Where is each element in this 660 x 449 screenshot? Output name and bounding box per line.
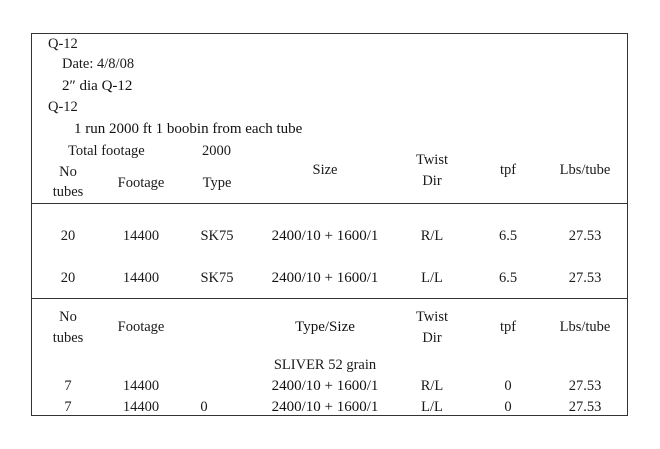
t2-r1-tpf: 0 [504, 378, 512, 394]
t2-r2-size: 2400/10 + 1600/1 [271, 399, 379, 415]
header-date: Date: 4/8/08 [62, 56, 135, 72]
t2-header-tubes: tubes [52, 330, 84, 346]
header-subtitle: 2″ dia Q-12 [62, 78, 133, 94]
t1-r2-lbs: 27.53 [568, 270, 602, 286]
t1-r2-tubes: 20 [60, 270, 76, 286]
t2-r2-type: 0 [200, 399, 208, 415]
table2-divider [31, 298, 628, 299]
t2-header-dir: Dir [422, 330, 442, 346]
t2-r1-twist: R/L [420, 378, 444, 394]
table1-divider [31, 203, 628, 204]
t2-header-lbs: Lbs/tube [559, 319, 611, 335]
t1-header-no: No [59, 164, 77, 180]
t1-r2-twist: L/L [421, 270, 443, 286]
t1-r2-size: 2400/10 + 1600/1 [271, 270, 379, 286]
t2-note: SLIVER 52 grain [273, 357, 377, 373]
header-description: 1 run 2000 ft 1 boobin from each tube [74, 121, 303, 137]
t1-r1-lbs: 27.53 [568, 228, 602, 244]
t1-header-twist: Twist [415, 152, 449, 168]
t1-header-tubes: tubes [52, 184, 84, 200]
t1-header-footage: Footage [117, 175, 165, 191]
t2-r2-tpf: 0 [504, 399, 512, 415]
t2-r2-footage: 14400 [122, 399, 160, 415]
t1-r1-size: 2400/10 + 1600/1 [271, 228, 379, 244]
t2-r2-tubes: 7 [64, 399, 72, 415]
t1-header-size: Size [312, 162, 338, 178]
t1-r2-tpf: 6.5 [498, 270, 518, 286]
t1-header-dir: Dir [422, 173, 442, 189]
total-footage-label: Total footage [68, 143, 145, 159]
t1-r2-footage: 14400 [122, 270, 160, 286]
header-title-2: Q-12 [48, 99, 78, 115]
t1-r1-tpf: 6.5 [498, 228, 518, 244]
t2-header-type-size: Type/Size [295, 319, 355, 335]
t1-r1-footage: 14400 [122, 228, 160, 244]
t2-header-twist: Twist [415, 309, 449, 325]
total-footage-value: 2000 [202, 143, 231, 159]
t1-r1-type: SK75 [200, 228, 234, 244]
t2-r1-size: 2400/10 + 1600/1 [271, 378, 379, 394]
t2-header-footage: Footage [117, 319, 165, 335]
t1-header-lbs: Lbs/tube [559, 162, 611, 178]
t1-r2-type: SK75 [200, 270, 234, 286]
t2-header-no: No [59, 309, 77, 325]
t1-r1-tubes: 20 [60, 228, 76, 244]
t1-r1-twist: R/L [420, 228, 444, 244]
t1-header-type: Type [202, 175, 232, 191]
t2-r1-lbs: 27.53 [568, 378, 602, 394]
t2-header-tpf: tpf [499, 319, 517, 335]
t2-r2-twist: L/L [421, 399, 443, 415]
t2-r2-lbs: 27.53 [568, 399, 602, 415]
t2-r1-footage: 14400 [122, 378, 160, 394]
t2-r1-tubes: 7 [64, 378, 72, 394]
t1-header-tpf: tpf [499, 162, 517, 178]
header-title: Q-12 [48, 36, 78, 52]
